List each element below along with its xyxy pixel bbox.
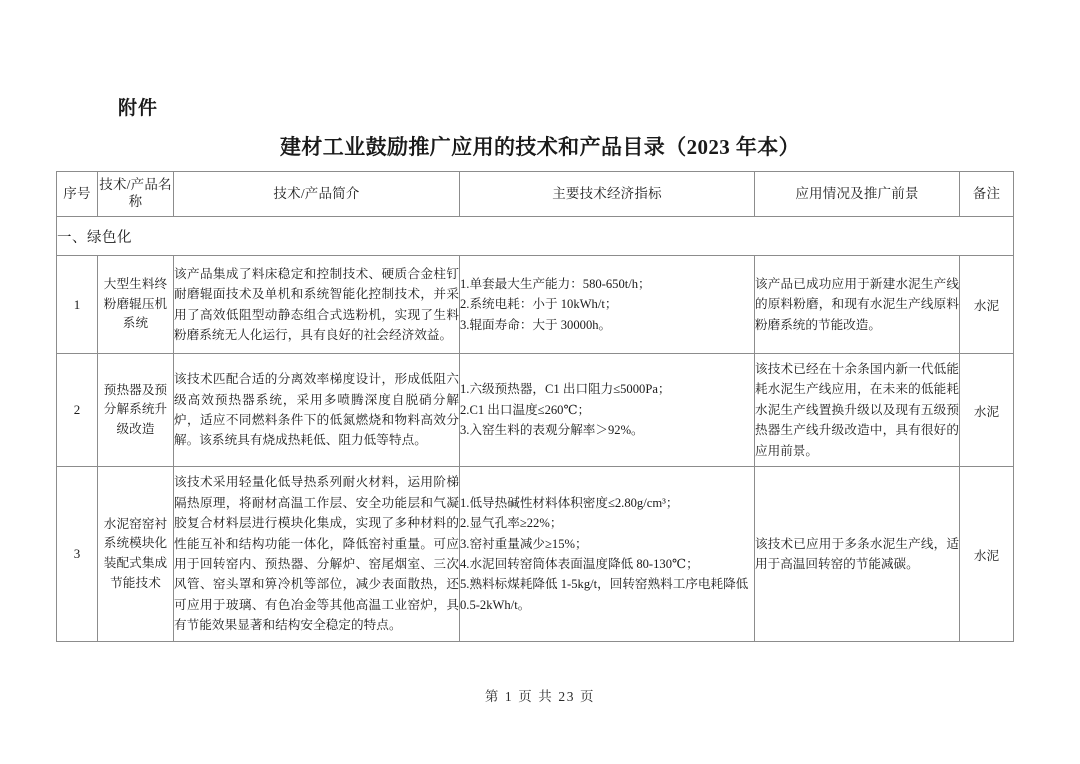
row-note: 水泥 (960, 467, 1014, 642)
attachment-label: 附件 (118, 98, 159, 119)
table-body (57, 217, 1014, 642)
indicator-line: 5.熟料标煤耗降低 1-5kg/t，回转窑熟料工序电耗降低 (460, 577, 749, 592)
column-header-desc: 技术/产品简介 (174, 172, 460, 217)
indicator-line: 3.辊面寿命：大于 30000h。 (460, 317, 612, 332)
table-row (57, 467, 1014, 642)
row-note: 水泥 (960, 354, 1014, 467)
table-header-row (57, 172, 1014, 217)
row-application: 该产品已成功应用于新建水泥生产线的原料粉磨，和现有水泥生产线原料粉磨系统的节能改造。 (755, 256, 960, 354)
indicator-line: 4.水泥回转窑筒体表面温度降低 80-130℃； (460, 557, 699, 571)
row-product-name: 水泥窑窑衬系统模块化装配式集成节能技术 (98, 467, 174, 642)
section-header-row (57, 217, 1014, 256)
indicator-line: 2.C1 出口温度≤260℃； (460, 402, 591, 417)
row-number: 1 (57, 256, 98, 354)
row-note: 水泥 (960, 256, 1014, 354)
page-title: 建材工业鼓励推广应用的技术和产品目录（2023 年本） (279, 135, 801, 159)
row-number: 3 (57, 467, 98, 642)
table-row (57, 354, 1014, 467)
row-product-name: 大型生料终粉磨辊压机系统 (98, 256, 174, 354)
table-header (57, 172, 1014, 217)
row-application: 该技术已应用于多条水泥生产线，适用于高温回转窑的节能减碳。 (755, 467, 960, 642)
column-header-note: 备注 (960, 172, 1014, 217)
column-header-index: 主要技术经济指标 (460, 172, 755, 217)
row-application: 该技术已经在十余条国内新一代低能耗水泥生产线应用，在未来的低能耗水泥生产线置换升级以及现有五级预热器生产线升级改造中，具有很好的应用前景。 (755, 354, 960, 467)
table-row (57, 256, 1014, 354)
indicator-line: 3.入窑生料的表观分解率＞92%。 (460, 423, 644, 438)
row-number: 2 (57, 354, 98, 467)
row-indicators (460, 256, 755, 354)
column-header-application: 应用情况及推广前景 (755, 172, 960, 217)
indicator-line: 1.六级预热器，C1 出口阻力≤5000Pa； (460, 382, 671, 397)
page-footer: 第 1 页 共 23 页 (484, 689, 596, 704)
row-description: 该技术采用轻量化低导热系列耐火材料，运用阶梯隔热原理，将耐材高温工作层、安全功能层和气凝胶复合材料层进行模块化集成，实现了多种材料的性能互补和结构功能一体化，降低窑衬重量。可应用于回转窑内、预热器、分解炉、窑尾烟室、三次风管、窑头罩和箅冷机等部位，减少表面散热，还可应用于玻璃、有色冶金等其他高温工业窑炉，具有节能效果显著和结构安全稳定的特点。 (174, 467, 460, 642)
column-header-no: 序号 (57, 172, 98, 217)
indicator-line: 0.5-2kWh/t。 (460, 597, 531, 612)
section-title: 一、绿色化 (57, 217, 1014, 256)
indicator-line: 1.低导热碱性材料体积密度≤2.80g/cm³； (460, 495, 679, 510)
row-indicators (460, 354, 755, 467)
indicator-line: 2.显气孔率≥22%； (460, 516, 563, 531)
indicator-line: 2.系统电耗：小于 10kWh/t； (460, 297, 618, 312)
column-header-name: 技术/产品名称 (98, 172, 174, 217)
indicator-line: 1.单套最大生产能力：580-650t/h； (460, 276, 651, 291)
row-indicators (460, 467, 755, 642)
row-product-name: 预热器及预分解系统升级改造 (98, 354, 174, 467)
row-description: 该技术匹配合适的分离效率梯度设计，形成低阻六级高效预热器系统，采用多喷腾深度自脱硝分解炉，适应不同燃料条件下的低氮燃烧和物料高效分解。该系统具有烧成热耗低、阻力低等特点。 (174, 354, 460, 467)
row-description: 该产品集成了料床稳定和控制技术、硬质合金柱钉耐磨辊面技术及单机和系统智能化控制技术，并采用了高效低阻型动静态组合式选粉机，实现了生料粉磨系统无人化运行，具有良好的社会经济效益。 (174, 256, 460, 354)
catalog-table (56, 171, 1014, 642)
indicator-line: 3.窑衬重量减少≥15%； (460, 536, 588, 551)
